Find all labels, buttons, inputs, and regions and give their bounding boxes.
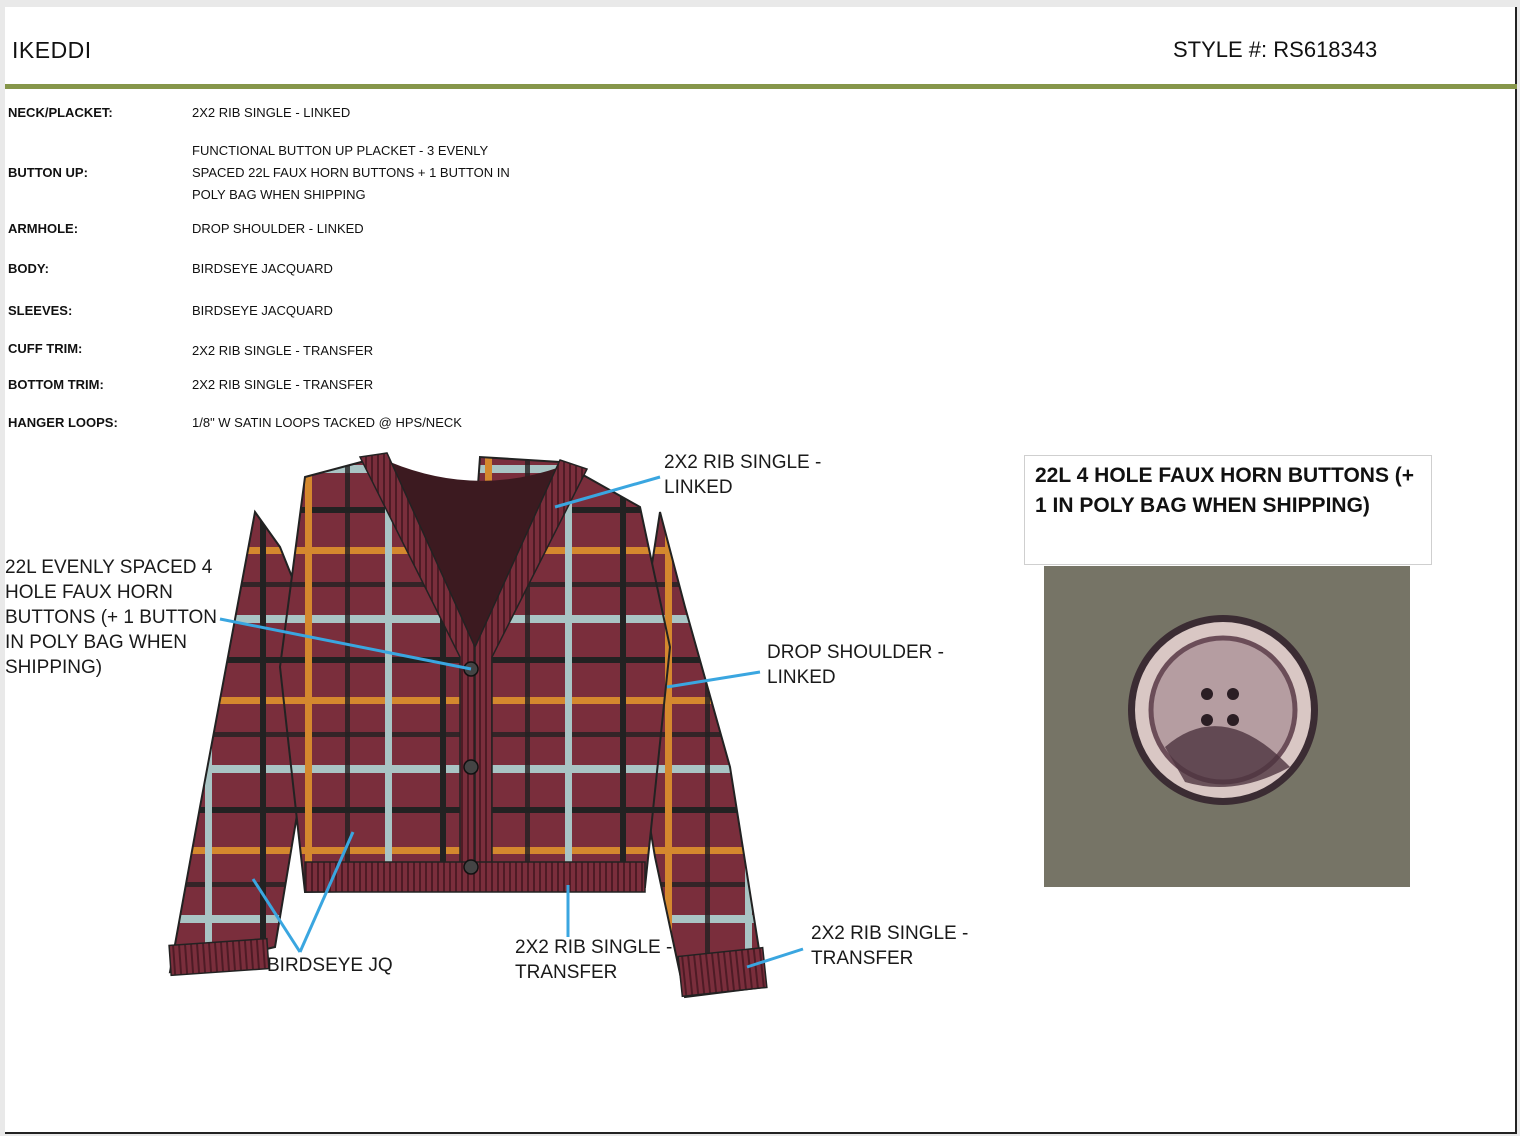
callout-buttons-label: 22L EVENLY SPACED 4 HOLE FAUX HORN BUTTONS (+ 1 BUTTON IN POLY BAG WHEN SHIPPING)	[5, 557, 218, 678]
spec-label-neck: NECK/PLACKET:	[8, 105, 113, 120]
spec-label-cuff-trim: CUFF TRIM:	[8, 341, 83, 356]
spec-value-body: BIRDSEYE JACQUARD	[192, 261, 333, 276]
callout-shoulder-label: DROP SHOULDER - LINKED	[767, 642, 945, 688]
placket-button-3	[464, 860, 478, 874]
spec-label-hanger-loops: HANGER LOOPS:	[8, 415, 118, 430]
spec-value-cuff-trim: 2X2 RIB SINGLE - TRANSFER	[192, 343, 374, 358]
button-photo	[1044, 566, 1410, 887]
spec-value-neck: 2X2 RIB SINGLE - LINKED	[192, 105, 351, 120]
callout-cuff-label: 2X2 RIB SINGLE - TRANSFER	[811, 923, 969, 969]
left-cuff	[169, 939, 269, 976]
style-number: STYLE #: RS618343	[1173, 37, 1378, 62]
spec-label-bottom-trim: BOTTOM TRIM:	[8, 377, 104, 392]
brand-name: IKEDDI	[12, 37, 92, 63]
spec-label-body: BODY:	[8, 261, 49, 276]
spec-value-button-up: FUNCTIONAL BUTTON UP PLACKET - 3 EVENLY SPACED 22L FAUX HORN BUTTONS + 1 BUTTON IN POLY BAG WHEN SHIPPING	[192, 143, 510, 202]
tech-pack-sheet	[5, 7, 1517, 1134]
spec-value-bottom-trim: 2X2 RIB SINGLE - TRANSFER	[192, 377, 374, 392]
spec-label-button-up: BUTTON UP:	[8, 165, 88, 180]
callout-bottom-label: 2X2 RIB SINGLE - TRANSFER	[515, 937, 673, 983]
callout-neck-label: 2X2 RIB SINGLE - LINKED	[664, 452, 822, 498]
spec-label-armhole: ARMHOLE:	[8, 221, 79, 236]
button-detail-caption: 22L 4 HOLE FAUX HORN BUTTONS (+ 1 IN POLY BAG WHEN SHIPPING)	[1035, 464, 1415, 517]
spec-value-armhole: DROP SHOULDER - LINKED	[192, 221, 364, 236]
button-detail-box	[1024, 455, 1432, 565]
placket-button-2	[464, 760, 478, 774]
spec-value-hanger-loops: 1/8" W SATIN LOOPS TACKED @ HPS/NECK	[192, 415, 462, 430]
cardigan-flat-sketch	[5, 7, 1517, 1134]
callout-body-label: BIRDSEYE JQ	[267, 955, 393, 976]
spec-label-sleeves: SLEEVES:	[8, 303, 73, 318]
spec-value-sleeves: BIRDSEYE JACQUARD	[192, 303, 333, 318]
right-cuff	[678, 948, 767, 997]
